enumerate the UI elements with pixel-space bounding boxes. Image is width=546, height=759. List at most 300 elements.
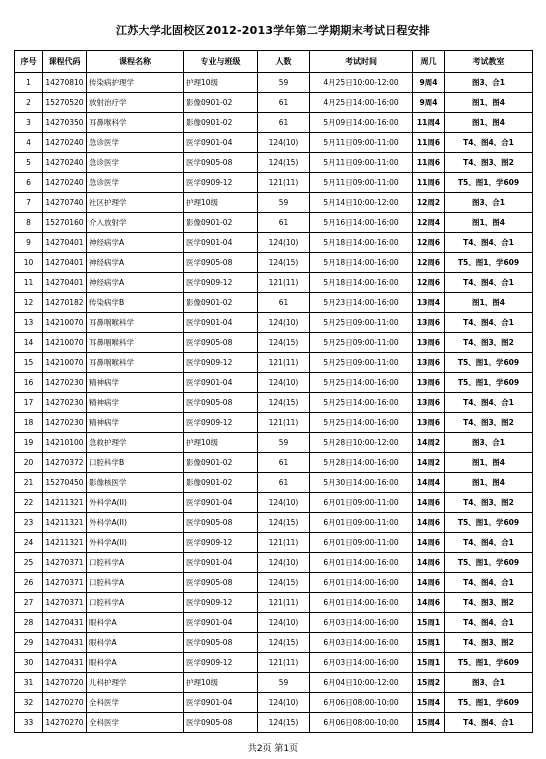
weekday-cell: 9周4 bbox=[413, 73, 445, 93]
row-index-cell: 22 bbox=[15, 493, 43, 513]
weekday-cell: 13周4 bbox=[413, 293, 445, 313]
row-index-cell: 20 bbox=[15, 453, 43, 473]
weekday-cell: 14周2 bbox=[413, 433, 445, 453]
student-count-cell: 124(10) bbox=[258, 613, 310, 633]
major-class-cell: 医学0901-04 bbox=[184, 693, 258, 713]
course-name-cell: 耳鼻咽喉科学 bbox=[87, 313, 184, 333]
weekday-cell: 12周6 bbox=[413, 273, 445, 293]
exam-time-cell: 6月01日09:00-11:00 bbox=[310, 493, 413, 513]
row-index-cell: 1 bbox=[15, 73, 43, 93]
major-class-cell: 医学0909-12 bbox=[184, 413, 258, 433]
course-code-cell: 14270431 bbox=[43, 613, 87, 633]
row-index-cell: 11 bbox=[15, 273, 43, 293]
course-name-cell: 急诊医学 bbox=[87, 133, 184, 153]
table-row bbox=[15, 153, 533, 173]
major-class-cell: 护理10级 bbox=[184, 673, 258, 693]
classroom-cell: T5、图1、学609 bbox=[445, 693, 533, 713]
course-name-cell: 眼科学A bbox=[87, 613, 184, 633]
exam-time-cell: 6月06日08:00-10:00 bbox=[310, 713, 413, 733]
exam-time-cell: 5月11日09:00-11:00 bbox=[310, 153, 413, 173]
course-code-cell: 15270520 bbox=[43, 93, 87, 113]
course-code-cell: 14210070 bbox=[43, 313, 87, 333]
exam-schedule-table bbox=[14, 50, 533, 733]
student-count-cell: 124(15) bbox=[258, 633, 310, 653]
classroom-cell: T5、图1、学609 bbox=[445, 653, 533, 673]
course-code-cell: 14270270 bbox=[43, 713, 87, 733]
course-name-cell: 眼科学A bbox=[87, 633, 184, 653]
course-code-cell: 14270270 bbox=[43, 693, 87, 713]
row-index-cell: 21 bbox=[15, 473, 43, 493]
course-code-cell: 14210070 bbox=[43, 333, 87, 353]
student-count-cell: 61 bbox=[258, 113, 310, 133]
exam-time-cell: 6月03日14:00-16:00 bbox=[310, 633, 413, 653]
weekday-cell: 15周2 bbox=[413, 673, 445, 693]
student-count-cell: 61 bbox=[258, 453, 310, 473]
course-code-cell: 14270810 bbox=[43, 73, 87, 93]
classroom-cell: T4、图4、合1 bbox=[445, 533, 533, 553]
classroom-cell: T4、图4、合1 bbox=[445, 573, 533, 593]
header-weekday: 周几 bbox=[413, 51, 445, 73]
row-index-cell: 17 bbox=[15, 393, 43, 413]
row-index-cell: 32 bbox=[15, 693, 43, 713]
table-row bbox=[15, 193, 533, 213]
exam-time-cell: 5月25日09:00-11:00 bbox=[310, 333, 413, 353]
weekday-cell: 11周4 bbox=[413, 113, 445, 133]
weekday-cell: 12周4 bbox=[413, 213, 445, 233]
weekday-cell: 12周6 bbox=[413, 253, 445, 273]
row-index-cell: 5 bbox=[15, 153, 43, 173]
header-course-code: 课程代码 bbox=[43, 51, 87, 73]
weekday-cell: 14周2 bbox=[413, 453, 445, 473]
course-name-cell: 外科学A(II) bbox=[87, 533, 184, 553]
course-name-cell: 口腔科学A bbox=[87, 593, 184, 613]
student-count-cell: 61 bbox=[258, 93, 310, 113]
exam-time-cell: 5月28日10:00-12:00 bbox=[310, 433, 413, 453]
student-count-cell: 61 bbox=[258, 293, 310, 313]
weekday-cell: 14周6 bbox=[413, 513, 445, 533]
classroom-cell: T4、图3、图2 bbox=[445, 633, 533, 653]
classroom-cell: T5、图1、学609 bbox=[445, 373, 533, 393]
major-class-cell: 医学0905-08 bbox=[184, 713, 258, 733]
major-class-cell: 影像0901-02 bbox=[184, 473, 258, 493]
major-class-cell: 医学0901-04 bbox=[184, 233, 258, 253]
course-code-cell: 14270371 bbox=[43, 573, 87, 593]
course-name-cell: 神经病学A bbox=[87, 233, 184, 253]
course-name-cell: 精神病学 bbox=[87, 413, 184, 433]
course-code-cell: 14270372 bbox=[43, 453, 87, 473]
weekday-cell: 13周6 bbox=[413, 353, 445, 373]
student-count-cell: 59 bbox=[258, 73, 310, 93]
table-row bbox=[15, 353, 533, 373]
major-class-cell: 医学0905-08 bbox=[184, 633, 258, 653]
major-class-cell: 医学0909-12 bbox=[184, 173, 258, 193]
course-name-cell: 放射治疗学 bbox=[87, 93, 184, 113]
classroom-cell: T4、图3、图2 bbox=[445, 493, 533, 513]
classroom-cell: 图1、图4 bbox=[445, 453, 533, 473]
student-count-cell: 59 bbox=[258, 193, 310, 213]
course-code-cell: 14270740 bbox=[43, 193, 87, 213]
course-name-cell: 眼科学A bbox=[87, 653, 184, 673]
course-name-cell: 传染病学B bbox=[87, 293, 184, 313]
row-index-cell: 3 bbox=[15, 113, 43, 133]
row-index-cell: 28 bbox=[15, 613, 43, 633]
course-code-cell: 14270431 bbox=[43, 653, 87, 673]
major-class-cell: 医学0901-04 bbox=[184, 133, 258, 153]
exam-time-cell: 5月11日09:00-11:00 bbox=[310, 173, 413, 193]
major-class-cell: 影像0901-02 bbox=[184, 293, 258, 313]
student-count-cell: 124(10) bbox=[258, 693, 310, 713]
major-class-cell: 护理10级 bbox=[184, 73, 258, 93]
major-class-cell: 医学0901-04 bbox=[184, 493, 258, 513]
student-count-cell: 124(15) bbox=[258, 573, 310, 593]
major-class-cell: 医学0905-08 bbox=[184, 393, 258, 413]
weekday-cell: 12周6 bbox=[413, 233, 445, 253]
row-index-cell: 2 bbox=[15, 93, 43, 113]
table-row bbox=[15, 413, 533, 433]
classroom-cell: T4、图3、图2 bbox=[445, 333, 533, 353]
course-code-cell: 14270371 bbox=[43, 553, 87, 573]
student-count-cell: 61 bbox=[258, 473, 310, 493]
header-course-name: 课程名称 bbox=[87, 51, 184, 73]
major-class-cell: 医学0905-08 bbox=[184, 253, 258, 273]
course-code-cell: 14210100 bbox=[43, 433, 87, 453]
course-code-cell: 14270401 bbox=[43, 273, 87, 293]
course-name-cell: 神经病学A bbox=[87, 253, 184, 273]
row-index-cell: 12 bbox=[15, 293, 43, 313]
student-count-cell: 124(15) bbox=[258, 513, 310, 533]
major-class-cell: 医学0901-04 bbox=[184, 313, 258, 333]
weekday-cell: 14周6 bbox=[413, 493, 445, 513]
row-index-cell: 7 bbox=[15, 193, 43, 213]
student-count-cell: 121(11) bbox=[258, 593, 310, 613]
student-count-cell: 59 bbox=[258, 433, 310, 453]
classroom-cell: T4、图4、合1 bbox=[445, 133, 533, 153]
course-name-cell: 全科医学 bbox=[87, 693, 184, 713]
course-code-cell: 14270401 bbox=[43, 233, 87, 253]
exam-time-cell: 5月25日14:00-16:00 bbox=[310, 413, 413, 433]
exam-time-cell: 5月18日14:00-16:00 bbox=[310, 233, 413, 253]
table-row bbox=[15, 653, 533, 673]
student-count-cell: 121(11) bbox=[258, 413, 310, 433]
course-code-cell: 14270240 bbox=[43, 153, 87, 173]
weekday-cell: 14周6 bbox=[413, 553, 445, 573]
course-name-cell: 耳鼻喉科学 bbox=[87, 113, 184, 133]
exam-time-cell: 6月01日14:00-16:00 bbox=[310, 593, 413, 613]
table-row bbox=[15, 273, 533, 293]
major-class-cell: 医学0901-04 bbox=[184, 373, 258, 393]
major-class-cell: 医学0901-04 bbox=[184, 613, 258, 633]
course-code-cell: 14211321 bbox=[43, 513, 87, 533]
header-classroom: 考试教室 bbox=[445, 51, 533, 73]
weekday-cell: 15周4 bbox=[413, 693, 445, 713]
exam-time-cell: 6月01日14:00-16:00 bbox=[310, 553, 413, 573]
classroom-cell: 图1、图4 bbox=[445, 213, 533, 233]
table-row bbox=[15, 233, 533, 253]
row-index-cell: 14 bbox=[15, 333, 43, 353]
row-index-cell: 18 bbox=[15, 413, 43, 433]
course-name-cell: 外科学A(II) bbox=[87, 513, 184, 533]
row-index-cell: 16 bbox=[15, 373, 43, 393]
classroom-cell: T4、图3、图2 bbox=[445, 153, 533, 173]
row-index-cell: 29 bbox=[15, 633, 43, 653]
course-code-cell: 14270350 bbox=[43, 113, 87, 133]
course-code-cell: 14270230 bbox=[43, 413, 87, 433]
student-count-cell: 121(11) bbox=[258, 353, 310, 373]
classroom-cell: 图1、图4 bbox=[445, 113, 533, 133]
major-class-cell: 医学0905-08 bbox=[184, 333, 258, 353]
course-code-cell: 15270160 bbox=[43, 213, 87, 233]
classroom-cell: T4、图4、合1 bbox=[445, 233, 533, 253]
student-count-cell: 61 bbox=[258, 213, 310, 233]
classroom-cell: 图1、图4 bbox=[445, 473, 533, 493]
weekday-cell: 11周6 bbox=[413, 153, 445, 173]
course-name-cell: 精神病学 bbox=[87, 373, 184, 393]
exam-time-cell: 6月06日08:00-10:00 bbox=[310, 693, 413, 713]
course-name-cell: 口腔科学B bbox=[87, 453, 184, 473]
table-row bbox=[15, 493, 533, 513]
course-code-cell: 14210070 bbox=[43, 353, 87, 373]
course-name-cell: 外科学A(II) bbox=[87, 493, 184, 513]
major-class-cell: 医学0909-12 bbox=[184, 593, 258, 613]
student-count-cell: 124(15) bbox=[258, 713, 310, 733]
student-count-cell: 121(11) bbox=[258, 533, 310, 553]
table-row bbox=[15, 313, 533, 333]
major-class-cell: 护理10级 bbox=[184, 193, 258, 213]
row-index-cell: 10 bbox=[15, 253, 43, 273]
major-class-cell: 影像0901-02 bbox=[184, 453, 258, 473]
table-row bbox=[15, 393, 533, 413]
exam-time-cell: 6月01日09:00-11:00 bbox=[310, 513, 413, 533]
table-row bbox=[15, 113, 533, 133]
table-row bbox=[15, 373, 533, 393]
exam-time-cell: 5月28日14:00-16:00 bbox=[310, 453, 413, 473]
row-index-cell: 9 bbox=[15, 233, 43, 253]
course-code-cell: 15270450 bbox=[43, 473, 87, 493]
weekday-cell: 15周1 bbox=[413, 633, 445, 653]
classroom-cell: 图3、合1 bbox=[445, 433, 533, 453]
exam-time-cell: 5月25日14:00-16:00 bbox=[310, 393, 413, 413]
classroom-cell: 图3、合1 bbox=[445, 193, 533, 213]
row-index-cell: 30 bbox=[15, 653, 43, 673]
row-index-cell: 23 bbox=[15, 513, 43, 533]
table-row bbox=[15, 73, 533, 93]
row-index-cell: 24 bbox=[15, 533, 43, 553]
course-code-cell: 14211321 bbox=[43, 493, 87, 513]
table-row bbox=[15, 553, 533, 573]
exam-time-cell: 5月11日09:00-11:00 bbox=[310, 133, 413, 153]
course-code-cell: 14270371 bbox=[43, 593, 87, 613]
classroom-cell: 图3、合1 bbox=[445, 73, 533, 93]
major-class-cell: 护理10级 bbox=[184, 433, 258, 453]
exam-time-cell: 4月25日10:00-12:00 bbox=[310, 73, 413, 93]
row-index-cell: 4 bbox=[15, 133, 43, 153]
student-count-cell: 124(10) bbox=[258, 493, 310, 513]
classroom-cell: T4、图4、合1 bbox=[445, 713, 533, 733]
classroom-cell: T5、图1、学609 bbox=[445, 513, 533, 533]
weekday-cell: 14周6 bbox=[413, 573, 445, 593]
classroom-cell: T5、图1、学609 bbox=[445, 353, 533, 373]
exam-time-cell: 5月23日14:00-16:00 bbox=[310, 293, 413, 313]
weekday-cell: 13周6 bbox=[413, 413, 445, 433]
header-index: 序号 bbox=[15, 51, 43, 73]
weekday-cell: 11周6 bbox=[413, 133, 445, 153]
student-count-cell: 124(10) bbox=[258, 373, 310, 393]
classroom-cell: T5、图1、学609 bbox=[445, 253, 533, 273]
course-code-cell: 14270240 bbox=[43, 173, 87, 193]
exam-time-cell: 6月03日14:00-16:00 bbox=[310, 653, 413, 673]
student-count-cell: 124(10) bbox=[258, 553, 310, 573]
major-class-cell: 医学0909-12 bbox=[184, 273, 258, 293]
student-count-cell: 124(10) bbox=[258, 233, 310, 253]
course-name-cell: 社区护理学 bbox=[87, 193, 184, 213]
table-row bbox=[15, 213, 533, 233]
weekday-cell: 13周6 bbox=[413, 313, 445, 333]
classroom-cell: T4、图4、合1 bbox=[445, 313, 533, 333]
course-name-cell: 传染病护理学 bbox=[87, 73, 184, 93]
course-name-cell: 神经病学A bbox=[87, 273, 184, 293]
student-count-cell: 124(10) bbox=[258, 313, 310, 333]
weekday-cell: 9周4 bbox=[413, 93, 445, 113]
exam-time-cell: 4月25日14:00-16:00 bbox=[310, 93, 413, 113]
major-class-cell: 医学0909-12 bbox=[184, 353, 258, 373]
student-count-cell: 124(15) bbox=[258, 333, 310, 353]
row-index-cell: 8 bbox=[15, 213, 43, 233]
course-name-cell: 急救护理学 bbox=[87, 433, 184, 453]
table-row bbox=[15, 633, 533, 653]
weekday-cell: 15周1 bbox=[413, 613, 445, 633]
classroom-cell: 图3、合1 bbox=[445, 673, 533, 693]
major-class-cell: 影像0901-02 bbox=[184, 213, 258, 233]
row-index-cell: 25 bbox=[15, 553, 43, 573]
weekday-cell: 14周4 bbox=[413, 473, 445, 493]
table-row bbox=[15, 133, 533, 153]
table-row bbox=[15, 293, 533, 313]
classroom-cell: T4、图3、图2 bbox=[445, 413, 533, 433]
course-name-cell: 急诊医学 bbox=[87, 153, 184, 173]
page-title: 江苏大学北固校区2012-2013学年第二学期期末考试日程安排 bbox=[116, 24, 430, 37]
exam-time-cell: 6月03日14:00-16:00 bbox=[310, 613, 413, 633]
table-row bbox=[15, 173, 533, 193]
student-count-cell: 121(11) bbox=[258, 273, 310, 293]
table-row bbox=[15, 713, 533, 733]
exam-time-cell: 6月01日09:00-11:00 bbox=[310, 533, 413, 553]
course-name-cell: 急诊医学 bbox=[87, 173, 184, 193]
weekday-cell: 13周6 bbox=[413, 393, 445, 413]
exam-time-cell: 5月30日14:00-16:00 bbox=[310, 473, 413, 493]
major-class-cell: 医学0901-04 bbox=[184, 553, 258, 573]
table-row bbox=[15, 453, 533, 473]
classroom-cell: T5、图1、学609 bbox=[445, 553, 533, 573]
course-name-cell: 精神病学 bbox=[87, 393, 184, 413]
exam-time-cell: 5月18日14:00-16:00 bbox=[310, 273, 413, 293]
classroom-cell: 图1、图4 bbox=[445, 93, 533, 113]
row-index-cell: 33 bbox=[15, 713, 43, 733]
major-class-cell: 影像0901-02 bbox=[184, 113, 258, 133]
exam-time-cell: 6月01日14:00-16:00 bbox=[310, 573, 413, 593]
table-row bbox=[15, 533, 533, 553]
exam-time-cell: 5月25日09:00-11:00 bbox=[310, 313, 413, 333]
course-code-cell: 14270230 bbox=[43, 393, 87, 413]
page-footer: 共2页 第1页 bbox=[247, 744, 299, 754]
table-row bbox=[15, 573, 533, 593]
course-code-cell: 14270431 bbox=[43, 633, 87, 653]
major-class-cell: 医学0909-12 bbox=[184, 533, 258, 553]
row-index-cell: 19 bbox=[15, 433, 43, 453]
weekday-cell: 11周6 bbox=[413, 173, 445, 193]
table-row bbox=[15, 593, 533, 613]
table-header-row bbox=[15, 51, 533, 73]
weekday-cell: 14周6 bbox=[413, 533, 445, 553]
header-exam-time: 考试时间 bbox=[310, 51, 413, 73]
row-index-cell: 15 bbox=[15, 353, 43, 373]
exam-time-cell: 5月14日10:00-12:00 bbox=[310, 193, 413, 213]
classroom-cell: T4、图4、合1 bbox=[445, 273, 533, 293]
student-count-cell: 124(10) bbox=[258, 133, 310, 153]
course-code-cell: 14270401 bbox=[43, 253, 87, 273]
student-count-cell: 124(15) bbox=[258, 253, 310, 273]
student-count-cell: 121(11) bbox=[258, 653, 310, 673]
table-row bbox=[15, 333, 533, 353]
table-row bbox=[15, 433, 533, 453]
major-class-cell: 医学0905-08 bbox=[184, 573, 258, 593]
weekday-cell: 15周4 bbox=[413, 713, 445, 733]
exam-time-cell: 5月25日09:00-11:00 bbox=[310, 353, 413, 373]
major-class-cell: 医学0909-12 bbox=[184, 653, 258, 673]
row-index-cell: 6 bbox=[15, 173, 43, 193]
classroom-cell: T4、图4、合1 bbox=[445, 613, 533, 633]
exam-time-cell: 5月09日14:00-16:00 bbox=[310, 113, 413, 133]
exam-time-cell: 5月25日14:00-16:00 bbox=[310, 373, 413, 393]
exam-time-cell: 6月04日10:00-12:00 bbox=[310, 673, 413, 693]
classroom-cell: T5、图1、学609 bbox=[445, 173, 533, 193]
course-code-cell: 14270182 bbox=[43, 293, 87, 313]
student-count-cell: 59 bbox=[258, 673, 310, 693]
table-row bbox=[15, 253, 533, 273]
table-row bbox=[15, 93, 533, 113]
classroom-cell: 图1、图4 bbox=[445, 293, 533, 313]
student-count-cell: 124(15) bbox=[258, 393, 310, 413]
table-row bbox=[15, 693, 533, 713]
classroom-cell: T4、图4、合1 bbox=[445, 393, 533, 413]
major-class-cell: 影像0901-02 bbox=[184, 93, 258, 113]
table-row bbox=[15, 673, 533, 693]
weekday-cell: 13周6 bbox=[413, 333, 445, 353]
table-row bbox=[15, 513, 533, 533]
weekday-cell: 14周6 bbox=[413, 593, 445, 613]
classroom-cell: T4、图3、图2 bbox=[445, 593, 533, 613]
course-code-cell: 14211321 bbox=[43, 533, 87, 553]
exam-time-cell: 5月16日14:00-16:00 bbox=[310, 213, 413, 233]
course-name-cell: 口腔科学A bbox=[87, 573, 184, 593]
course-code-cell: 14270240 bbox=[43, 133, 87, 153]
table-row bbox=[15, 613, 533, 633]
exam-time-cell: 5月18日14:00-16:00 bbox=[310, 253, 413, 273]
row-index-cell: 31 bbox=[15, 673, 43, 693]
row-index-cell: 26 bbox=[15, 573, 43, 593]
course-code-cell: 14270720 bbox=[43, 673, 87, 693]
course-name-cell: 耳鼻咽喉科学 bbox=[87, 353, 184, 373]
weekday-cell: 15周1 bbox=[413, 653, 445, 673]
header-major-class: 专业与班级 bbox=[184, 51, 258, 73]
course-name-cell: 儿科护理学 bbox=[87, 673, 184, 693]
course-name-cell: 口腔科学A bbox=[87, 553, 184, 573]
weekday-cell: 12周2 bbox=[413, 193, 445, 213]
row-index-cell: 13 bbox=[15, 313, 43, 333]
student-count-cell: 121(11) bbox=[258, 173, 310, 193]
major-class-cell: 医学0905-08 bbox=[184, 153, 258, 173]
header-count: 人数 bbox=[258, 51, 310, 73]
course-name-cell: 影像核医学 bbox=[87, 473, 184, 493]
